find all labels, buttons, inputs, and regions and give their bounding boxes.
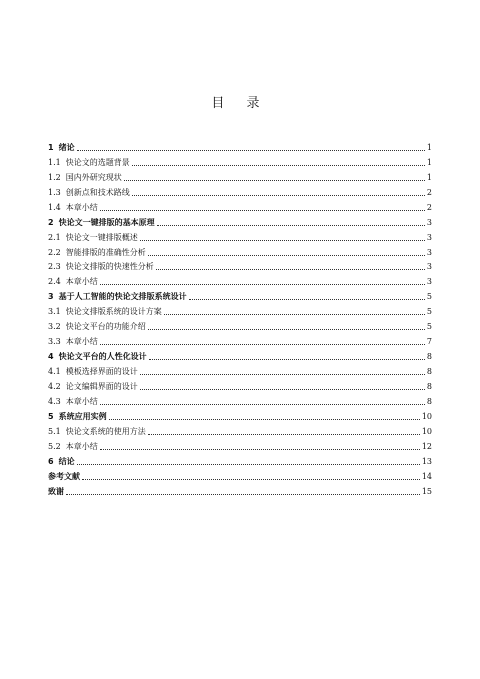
toc-entry-number: 2.3 [48,262,61,272]
toc-page-number: 3 [426,232,432,242]
toc-entry-label [48,307,162,317]
toc-chapter-entry[interactable] [48,467,432,482]
toc-page-number: 13 [421,456,432,466]
dot-leader [100,344,425,345]
dot-leader [100,210,425,211]
toc-section-entry[interactable] [48,272,432,287]
toc-entry-text: 基于人工智能的快论文排版系统设计 [58,292,187,302]
toc-entry-text: 国内外研究现状 [65,172,122,182]
toc-section-entry[interactable] [48,332,432,347]
toc-entry-label [48,218,155,228]
toc-entry-number: 2.4 [48,277,61,287]
toc-entry-label [48,382,138,392]
toc-entry-text: 快论文系统的使用方法 [65,426,146,436]
toc-chapter-entry[interactable] [48,482,432,497]
dot-leader [140,240,425,241]
toc-entry-text: 智能排版的准确性分析 [65,247,146,257]
toc-page-number: 1 [426,172,432,182]
toc-entry-number: 1.3 [48,187,61,197]
dot-leader [149,359,425,360]
toc-page-number: 15 [421,486,432,496]
toc-entry-text: 结论 [58,456,75,466]
dot-leader [148,434,420,435]
toc-entry-text: 快论文的选题背景 [65,157,130,167]
toc-entry-number: 5.2 [48,441,61,451]
toc-page-number: 14 [421,471,432,481]
toc-section-entry[interactable] [48,168,432,183]
toc-section-entry[interactable] [48,153,432,168]
toc-section-entry[interactable] [48,422,432,437]
toc-page-number: 3 [426,247,432,257]
toc-entry-text: 创新点和技术路线 [65,187,130,197]
toc-section-entry[interactable] [48,317,432,332]
dot-leader [156,269,425,270]
toc-entry-text: 致谢 [48,486,64,496]
toc-entry-label [48,427,146,437]
toc-section-entry[interactable] [48,183,432,198]
dot-leader [100,404,425,405]
toc-section-entry[interactable] [48,198,432,213]
toc-entry-text: 快论文排版的快速性分析 [65,262,154,272]
dot-leader [157,225,425,226]
toc-entry-label [48,262,154,272]
toc-entry-text: 本章小结 [65,441,98,451]
toc-page-number: 12 [421,441,432,451]
toc-entry-number: 2.1 [48,232,61,242]
toc-chapter-entry[interactable] [48,138,432,153]
toc-page-number: 8 [426,396,432,406]
dot-leader [148,255,425,256]
toc-page-number: 1 [426,142,432,152]
toc-entry-label [48,203,98,213]
toc-entry-label [48,397,98,407]
toc-section-entry[interactable] [48,302,432,317]
toc-entry-number: 5 [48,411,54,421]
toc-entry-label [48,248,146,258]
toc-section-entry[interactable] [48,362,432,377]
dot-leader [66,494,420,495]
toc-entry-number: 1.1 [48,157,61,167]
toc-entry-number: 1.2 [48,172,61,182]
toc-entry-number: 3.2 [48,322,61,332]
dot-leader [77,464,420,465]
toc-entry-number: 2.2 [48,247,61,257]
toc-page-number: 3 [426,217,432,227]
toc-page-number: 8 [426,352,432,362]
toc-entry-label [48,337,98,347]
toc-entry-label [48,442,98,452]
toc-page-number: 3 [426,262,432,272]
dot-leader [148,329,425,330]
toc-entry-text: 系统应用实例 [58,411,107,421]
toc-entry-text: 快论文一键排版概述 [65,232,138,242]
toc-entry-text: 参考文献 [48,471,80,481]
toc-entry-number: 4.1 [48,367,61,376]
dot-leader [100,284,425,285]
dot-leader [77,150,425,151]
toc-page-number: 1 [426,157,432,167]
toc-page-number: 8 [426,381,432,391]
toc-section-entry[interactable] [48,243,432,258]
toc-entry-number: 4.3 [48,396,61,406]
toc-entry-number: 1 [48,142,54,152]
dot-leader [140,374,425,375]
dot-leader [100,449,420,450]
toc-entry-text: 论文编辑界面的设计 [65,381,138,391]
page-title: 目 录 [211,96,269,111]
toc-chapter-entry[interactable] [48,213,432,228]
toc-entry-text: 快论文排版系统的设计方案 [65,307,162,317]
toc-page-number: 3 [426,277,432,287]
toc-section-entry[interactable] [48,392,432,407]
dot-leader [82,479,420,480]
toc-entry-label [48,322,146,332]
toc-page-number: 5 [426,292,432,302]
toc-entry-text: 快论文平台的人性化设计 [58,352,147,362]
table-of-contents [48,138,432,497]
toc-page-number: 10 [421,426,432,436]
toc-entry-number: 3 [48,292,54,302]
toc-entry-text: 模板选择界面的设计 [65,367,138,376]
toc-entry-text: 本章小结 [65,337,98,347]
toc-page-number: 5 [426,322,432,332]
toc-entry-label [48,277,98,287]
dot-leader [140,389,425,390]
toc-page-number: 2 [426,187,432,197]
toc-entry-label [48,457,75,467]
toc-entry-text: 本章小结 [65,396,98,406]
dot-leader [189,299,425,300]
dot-leader [164,314,425,315]
toc-page-number: 7 [426,337,432,347]
dot-leader [109,419,420,420]
toc-entry-label [48,412,107,422]
toc-entry-label [48,367,138,377]
toc-chapter-entry[interactable] [48,407,432,422]
toc-page-number: 2 [426,202,432,212]
toc-entry-number: 2 [48,217,54,227]
toc-entry-label [48,143,75,153]
toc-section-entry[interactable] [48,377,432,392]
toc-entry-number: 3.3 [48,337,61,347]
toc-section-entry[interactable] [48,437,432,452]
toc-entry-label [48,158,130,168]
toc-entry-text: 快论文平台的功能介绍 [65,322,146,332]
toc-entry-text: 本章小结 [65,202,98,212]
toc-entry-number: 5.1 [48,426,61,436]
toc-entry-text: 绪论 [58,142,75,152]
toc-entry-number: 1.4 [48,202,61,212]
toc-page-number: 5 [426,307,432,317]
toc-entry-text: 本章小结 [65,277,98,287]
toc-entry-number: 6 [48,456,54,466]
toc-entry-label [48,188,130,198]
toc-entry-label [48,487,64,497]
toc-entry-label [48,233,138,243]
toc-section-entry[interactable] [48,228,432,243]
toc-entry-number: 4.2 [48,381,61,391]
toc-entry-label [48,352,147,362]
toc-chapter-entry[interactable] [48,347,432,362]
toc-page-number: 10 [421,411,432,421]
dot-leader [132,165,425,166]
toc-section-entry[interactable] [48,258,432,273]
toc-chapter-entry[interactable] [48,452,432,467]
toc-entry-number: 3.1 [48,307,61,317]
toc-entry-label [48,472,80,482]
toc-page-number: 8 [426,367,432,376]
toc-chapter-entry[interactable] [48,287,432,302]
toc-entry-number: 4 [48,352,54,362]
toc-entry-label [48,292,187,302]
dot-leader [132,195,425,196]
toc-entry-label [48,173,122,183]
toc-entry-text: 快论文一键排版的基本原理 [58,217,155,227]
dot-leader [124,180,425,181]
